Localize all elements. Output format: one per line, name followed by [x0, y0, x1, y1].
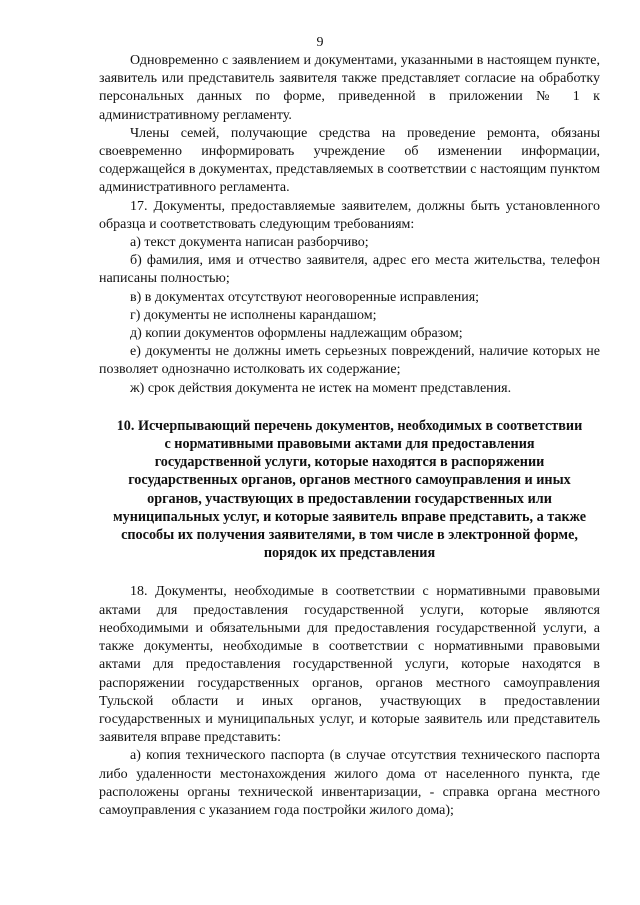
requirement-zh: ж) срок действия документа не истек на момент представления. [130, 380, 512, 396]
heading-line: органов, участвующих в предоставлении государственных или [147, 490, 552, 507]
heading-line: государственных органов, органов местного самоуправления и иных [128, 472, 571, 489]
document-body [99, 52, 600, 820]
requirement-v: в) в документах отсутствуют неоговоренные исправления; [130, 289, 480, 305]
heading-line: 10. Исчерпывающий перечень документов, необходимых в соответствии [116, 417, 583, 434]
requirement-d: д) копии документов оформлены надлежащим образом; [130, 326, 463, 342]
paragraph-18: 18. Документы, необходимые в соответствии с нормативными правовыми актами для предоставления государственной услуги, которые являются необходимыми и обязательными для предоставления государственной услуги, а также документы, необходимые в соответствии с нормативными правовыми актами для предоставления государственной услуги, которые находятся в распоряжении государственных органов, органов местного самоуправления Тульской области и иных органов, участвующих в предоставлении государственных и муниципальных услуг, и которые заявитель или представитель заявителя вправе представить: [99, 584, 600, 746]
requirement-a: а) текст документа написан разборчиво; [130, 235, 369, 251]
paragraph-family-members: Члены семей, получающие средства на проведение ремонта, обязаны своевременно информировать учреждение об изменении информации, содержащейся в документах, представляемых в соответствии с настоящим пунктом административного регламента. [99, 125, 600, 196]
paragraph-17: 17. Документы, предоставляемые заявителем, должны быть установленного образца и соответствовать следующим требованиям: [99, 198, 600, 232]
heading-line: государственной услуги, которые находятся в распоряжении [154, 454, 545, 471]
paragraph-consent: Одновременно с заявлением и документами, указанными в настоящем пункте, заявитель или представитель заявителя также представляет согласие на обработку персональных данных по форме, приведенной в приложении № 1 к административному регламенту. [99, 53, 600, 123]
requirement-g: г) документы не исполнены карандашом; [130, 307, 377, 323]
requirement-e: е) документы не должны иметь серьезных повреждений, наличие которых не позволяет однозначно истолковать их содержание; [99, 344, 600, 378]
heading-line: порядок их представления [263, 545, 436, 562]
heading-line: с нормативными правовыми актами для предоставления [164, 436, 535, 453]
heading-line: способы их получения заявителями, в том числе в электронной форме, [121, 527, 578, 544]
page-number: 9 [316, 35, 324, 50]
paragraph-18a: а) копия технического паспорта (в случае отсутствия технического паспорта либо удаленности местонахождения жилого дома от населенного пункта, где расположены органы технической инвентаризации, - справка органа местного самоуправления с указанием года постройки жилого дома); [99, 748, 600, 818]
section-10-heading [99, 417, 600, 563]
requirement-b: б) фамилия, имя и отчество заявителя, адрес его места жительства, телефон написаны полностью; [99, 253, 600, 287]
heading-line: муниципальных услуг, и которые заявитель вправе представить, а также [112, 508, 587, 525]
requirements-list [99, 234, 600, 398]
